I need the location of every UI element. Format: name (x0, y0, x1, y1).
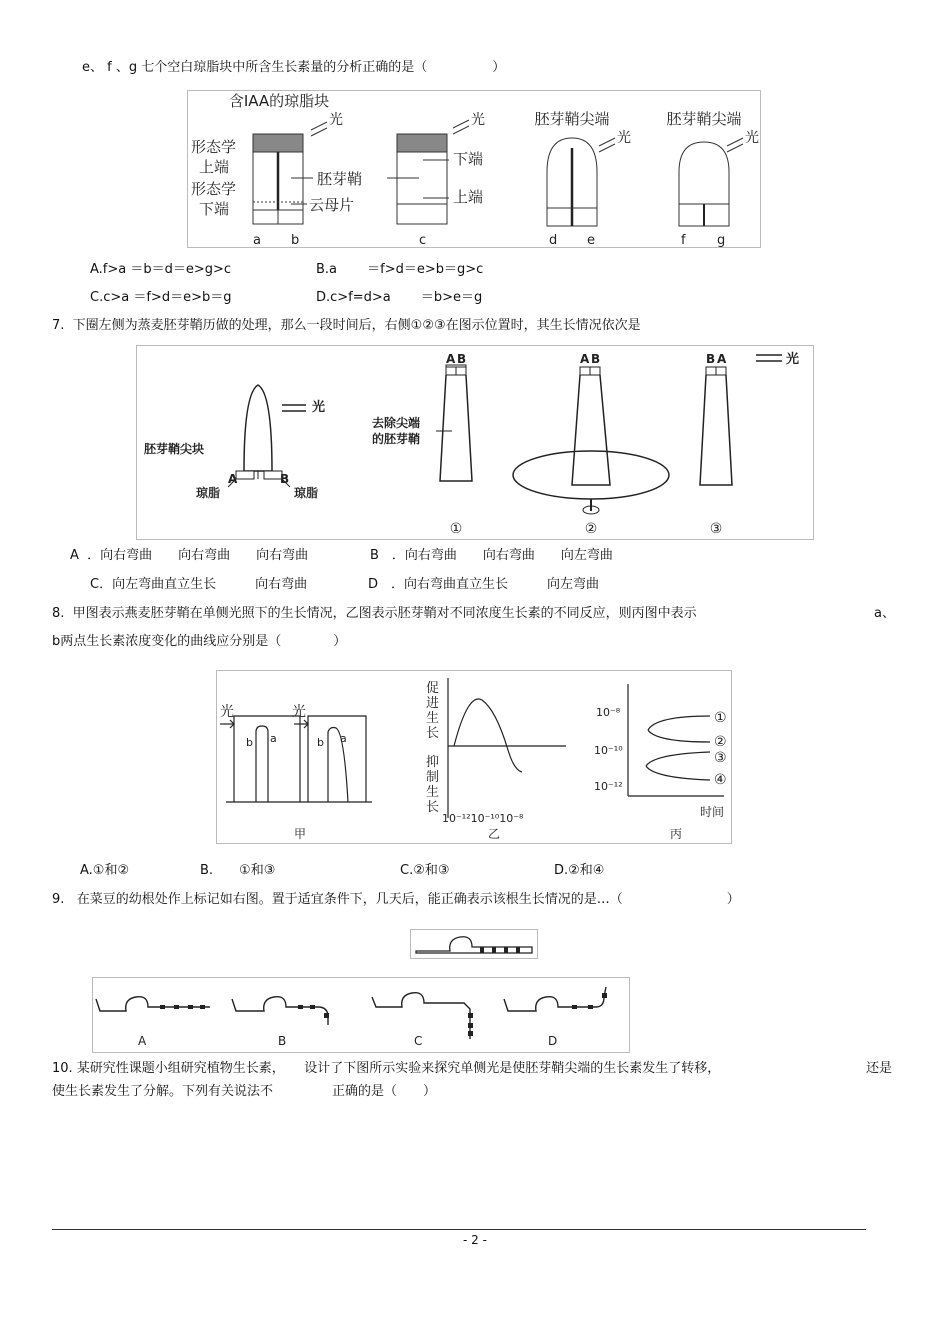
q8-a-2: a (340, 732, 347, 745)
q9-reference-figure (410, 929, 538, 959)
block-e: e (587, 233, 595, 248)
q8-option-d: D.②和④ (554, 863, 605, 878)
q9-label-D: D (548, 1034, 558, 1048)
q8-time: 时间 (700, 805, 725, 819)
q8-light-2: 光 (292, 704, 306, 720)
q7-s1-B: B (457, 352, 467, 366)
q6-figure (187, 90, 761, 248)
block-f: f (681, 233, 686, 248)
q9-label-A: A (138, 1034, 147, 1048)
q7-num-1: ① (449, 521, 463, 537)
q7-s3-A: A (717, 352, 727, 366)
vertical-char: 制 (426, 770, 440, 785)
q7-agar-2: 琼脂 (294, 486, 319, 500)
q8-bing-y1: 10⁻⁸ (596, 706, 621, 719)
coleoptile-label: 胚芽鞘 (317, 170, 363, 188)
light-label-1: 光 (329, 112, 343, 128)
page-number: - 2 - (463, 1233, 487, 1247)
q7-agar-1: 琼脂 (196, 486, 221, 500)
q8-yi-ticks: 10⁻¹²10⁻¹⁰10⁻⁸ (442, 812, 524, 825)
q8-stem-1-tail: a、 (874, 606, 895, 621)
tip-label-2: 胚芽鞘尖端 (666, 110, 742, 128)
iaa-block-label: 含IAA的琼脂块 (228, 92, 330, 110)
q8-light-1: 光 (220, 704, 234, 720)
upper-end-label: 上端 (453, 188, 484, 206)
q7-light-1: 光 (312, 400, 326, 415)
q8-option-c: C.②和③ (400, 863, 450, 878)
light-label-4: 光 (745, 130, 759, 146)
vertical-char: 抑 (426, 755, 440, 770)
q9-label-B: B (278, 1034, 287, 1048)
block-d: d (549, 233, 558, 248)
q7-option-d: D ．向右弯曲直立生长 向左弯曲 (368, 577, 600, 592)
light-label-2: 光 (471, 112, 485, 128)
block-g: g (717, 233, 726, 248)
q10-stem-2: 使生长素发生了分解。下列有关说法不 (52, 1084, 274, 1099)
vertical-char: 长 (426, 800, 440, 815)
lower-end-label: 下端 (453, 150, 484, 168)
q8-inhibit-label (426, 754, 439, 815)
q10-stem-2-b: 正确的是（ ） (332, 1084, 437, 1099)
q7-tip-label: 胚芽鞘尖块 (144, 442, 205, 456)
q8-yi: 乙 (488, 827, 501, 841)
q9-stem: 9. 在菜豆的幼根处作上标记如右图。置于适宜条件下，几天后，能正确表示该根生长情况的是…（ ） (52, 892, 740, 907)
q7-num-3: ③ (709, 521, 723, 537)
q8-a-1: a (270, 732, 277, 745)
q8-b-1: b (246, 736, 253, 749)
q7-option-c: C．向左弯曲直立生长 向右弯曲 (90, 577, 308, 592)
q7-figure (136, 345, 814, 540)
morph-lower-label: 形态学 (191, 180, 237, 198)
q7-B-left: B (280, 472, 290, 486)
q8-stem-1: 8. 甲图表示燕麦胚芽鞘在单侧光照下的生长情况，乙图表示胚芽鞘对不同浓度生长素的不同反应，则丙图中表示 (52, 606, 697, 621)
q6-option-a: A.f>a ＝b＝d＝e>g>c (90, 262, 232, 277)
q7-s1-A: A (446, 352, 456, 366)
q6-option-d: D.c>f=d>a ＝b>e＝g (316, 290, 483, 305)
q7-option-b: B ．向右弯曲 向右弯曲 向左弯曲 (370, 548, 613, 563)
mica-label: 云母片 (309, 196, 355, 214)
morph-upper-label-2: 上端 (199, 158, 230, 176)
q6-option-c: C.c>a ＝f>d＝e>b＝g (90, 290, 232, 305)
q8-bing: 丙 (670, 827, 683, 841)
vertical-char: 进 (426, 696, 440, 711)
q7-option-a: A ．向右弯曲 向右弯曲 向右弯曲 (70, 548, 309, 563)
q7-light-2: 光 (786, 352, 800, 367)
q8-bing-y3: 10⁻¹² (594, 780, 623, 793)
q8-option-a: A.①和② (80, 863, 130, 878)
q7-s2-A: A (580, 352, 590, 366)
q7-s3-B: B (706, 352, 716, 366)
vertical-char: 促 (426, 681, 440, 696)
q8-curve-2: ② (714, 734, 727, 750)
q8-option-b: B. ①和③ (200, 863, 276, 878)
morph-lower-label-2: 下端 (199, 200, 230, 218)
q9-options-figure (92, 977, 630, 1053)
vertical-char: 长 (426, 726, 440, 741)
q8-stem-2: b两点生长素浓度变化的曲线应分别是（ ） (52, 634, 347, 649)
q6-option-b: B.a ＝f>d＝e>b＝g>c (316, 262, 484, 277)
q10-stem-1: 10. 某研究性课题小组研究植物生长素， 设计了下图所示实验来探究单侧光是使胚芽鞘尖端的生长素发生了转移， (52, 1061, 721, 1076)
q8-promote-label (426, 681, 439, 741)
q8-curve-4: ④ (714, 772, 727, 788)
q7-A-left: A (228, 472, 238, 486)
q8-jia: 甲 (294, 827, 307, 841)
morph-upper-label: 形态学 (191, 138, 237, 156)
vertical-char: 生 (426, 711, 440, 726)
q6-stem: e、 f 、g 七个空白琼脂块中所含生长素量的分析正确的是（ ） (82, 60, 506, 75)
block-b: b (291, 233, 300, 248)
footer-rule (52, 1229, 866, 1230)
q7-stem: 7. 下圈左侧为蒸麦胚芽鞘历做的处理，那么一段时间后，右侧①②③在图示位置时，其生长情况依次是 (52, 318, 641, 333)
q8-b-2: b (317, 736, 324, 749)
q7-s2-B: B (591, 352, 601, 366)
q9-label-C: C (414, 1034, 423, 1048)
block-a: a (253, 233, 261, 248)
q8-bing-y2: 10⁻¹⁰ (594, 744, 623, 757)
q7-num-2: ② (584, 521, 598, 537)
q8-figure (216, 670, 732, 844)
light-label-3: 光 (617, 130, 631, 146)
block-c: c (419, 233, 427, 248)
q8-curve-3: ③ (714, 750, 727, 766)
tip-label-1: 胚芽鞘尖端 (534, 110, 610, 128)
q8-curve-1: ① (714, 710, 727, 726)
vertical-char: 生 (426, 785, 440, 800)
q7-detipped-label-2: 的胚芽鞘 (372, 432, 421, 446)
q7-detipped-label-1: 去除尖端 (372, 416, 421, 430)
q10-stem-1-tail: 还是 (866, 1061, 893, 1076)
